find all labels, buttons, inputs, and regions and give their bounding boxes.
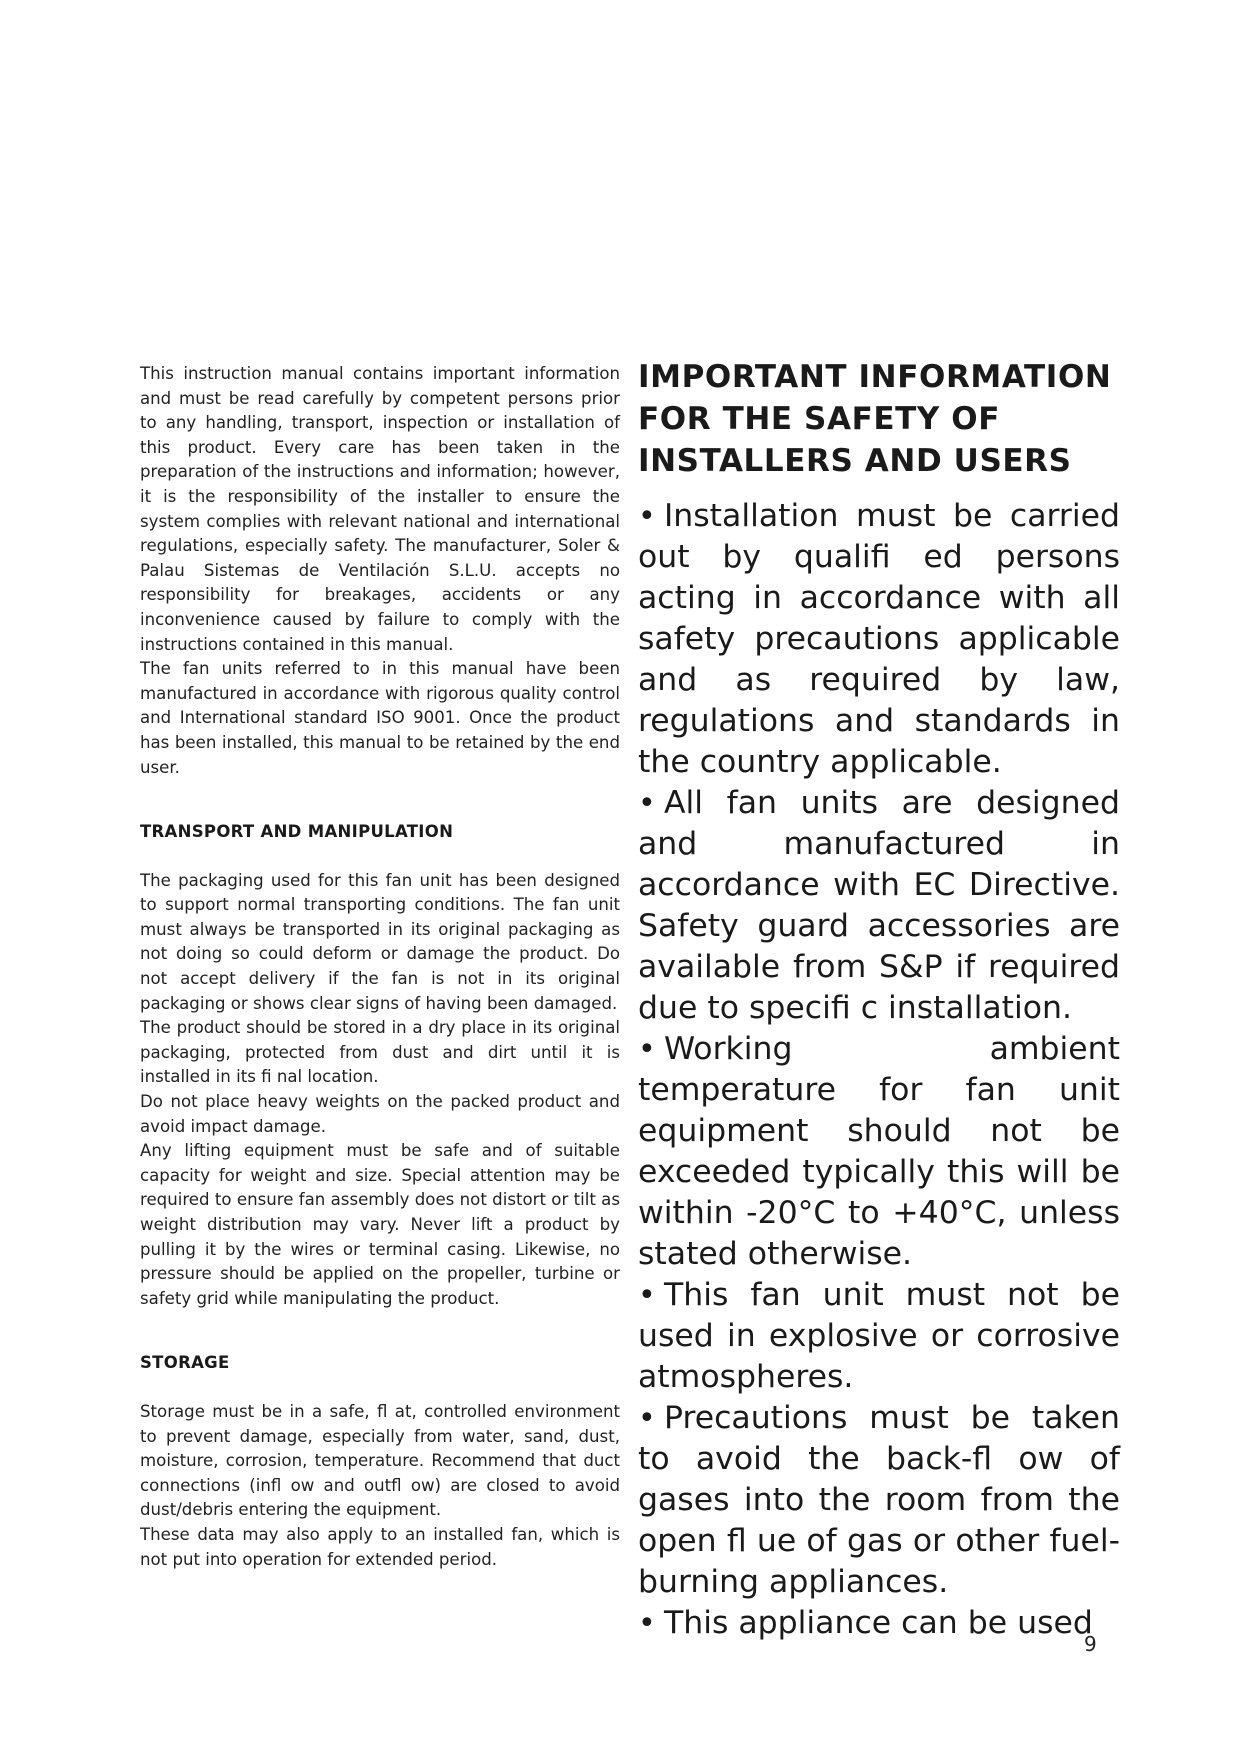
safety-bullet-list — [638, 496, 1120, 1644]
transport-paragraph-1: The packaging used for this fan unit has been designed to support normal transporting conditions. The fan unit must always be transported in its original packaging as not doing so could deform or damage the product. Do not accept delivery if the fan is not in its original packaging or shows clear signs of having been damaged. — [140, 870, 620, 1013]
bullet-text: Working ambient temperature for fan unit equipment should not be exceeded typically this will be within -20°C to +40°C, unless stated otherwise. — [638, 1031, 1120, 1272]
page-number: 9 — [1084, 1632, 1097, 1656]
bullet-icon: • — [638, 786, 656, 821]
bullet-text: Precautions must be taken to avoid the back-fl ow of gases into the room from the open fl ue of gas or other fuel-burning appliances. — [638, 1400, 1120, 1600]
safety-bullet-item — [638, 496, 1120, 783]
transport-heading: TRANSPORT AND MANIPULATION — [140, 822, 454, 842]
bullet-icon: • — [638, 1401, 656, 1436]
storage-heading: STORAGE — [140, 1353, 230, 1373]
safety-bullet-item — [638, 1398, 1120, 1603]
bullet-text: All fan units are designed and manufactured in accordance with EC Directive. Safety guard accessories are available from S&P if required due to specifi c installation. — [638, 785, 1120, 1026]
safety-title-line-3: INSTALLERS AND USERS — [638, 443, 1072, 479]
transport-paragraph-2: The product should be stored in a dry place in its original packaging, protected from dust and dirt until it is installed in its fi nal location. — [140, 1018, 620, 1087]
bullet-icon: • — [638, 1606, 656, 1641]
storage-paragraph-2: These data may also apply to an installed fan, which is not put into operation for extended period. — [140, 1524, 620, 1569]
transport-paragraph-4: Any lifting equipment must be safe and of suitable capacity for weight and size. Special attention may be required to ensure fan assembly does not distort or tilt as weight distribution may vary. Never lift a product by pulling it by the wires or terminal casing. Likewise, no pressure should be applied on the propeller, turbine or safety grid while manipulating the product. — [140, 1141, 620, 1308]
safety-title-line-1: IMPORTANT INFORMATION — [638, 359, 1112, 395]
intro-paragraph-2: The fan units referred to in this manual have been manufactured in accordance with rigorous quality control and International standard ISO 9001. Once the product has been installed, this manual to be retained by the end user. — [140, 659, 620, 777]
safety-title — [638, 356, 1120, 482]
bullet-icon: • — [638, 1032, 656, 1067]
bullet-text: This fan unit must not be used in explosive or corrosive atmospheres. — [638, 1277, 1120, 1395]
safety-bullet-item — [638, 1029, 1120, 1275]
bullet-icon: • — [638, 1278, 656, 1313]
bullet-text: Installation must be carried out by qualifi ed persons acting in accordance with all safety precautions applicable and as required by law, regulations and standards in the country applicable. — [638, 498, 1120, 780]
safety-title-line-2: FOR THE SAFETY OF — [638, 401, 1001, 437]
safety-bullet-item — [638, 1275, 1120, 1398]
safety-bullet-item — [638, 1603, 1120, 1644]
bullet-icon: • — [638, 499, 656, 534]
transport-paragraph-3: Do not place heavy weights on the packed product and avoid impact damage. — [140, 1092, 620, 1136]
storage-paragraph-1: Storage must be in a safe, fl at, controlled environment to prevent damage, especially from water, sand, dust, moisture, corrosion, temperature. Recommend that duct connections (infl ow and outfl ow) are closed to avoid dust/debris entering the equipment. — [140, 1401, 620, 1520]
right-column — [638, 356, 1120, 1644]
safety-bullet-item — [638, 783, 1120, 1029]
intro-paragraph-1: This instruction manual contains important information and must be read carefully by competent persons prior to any handling, transport, inspection or installation of this product. Every care has been taken in the preparation of the instructions and information; however, it is the responsibility of the installer to ensure the system complies with relevant national and international regulations, especially safety. The manufacturer, Soler & Palau Sistemas de Ventilación S.L.U. accepts no responsibility for breakages, accidents or any inconvenience caused by failure to comply with the instructions contained in this manual. — [140, 364, 620, 654]
bullet-text: This appliance can be used — [664, 1605, 1093, 1641]
left-column — [140, 362, 620, 1572]
